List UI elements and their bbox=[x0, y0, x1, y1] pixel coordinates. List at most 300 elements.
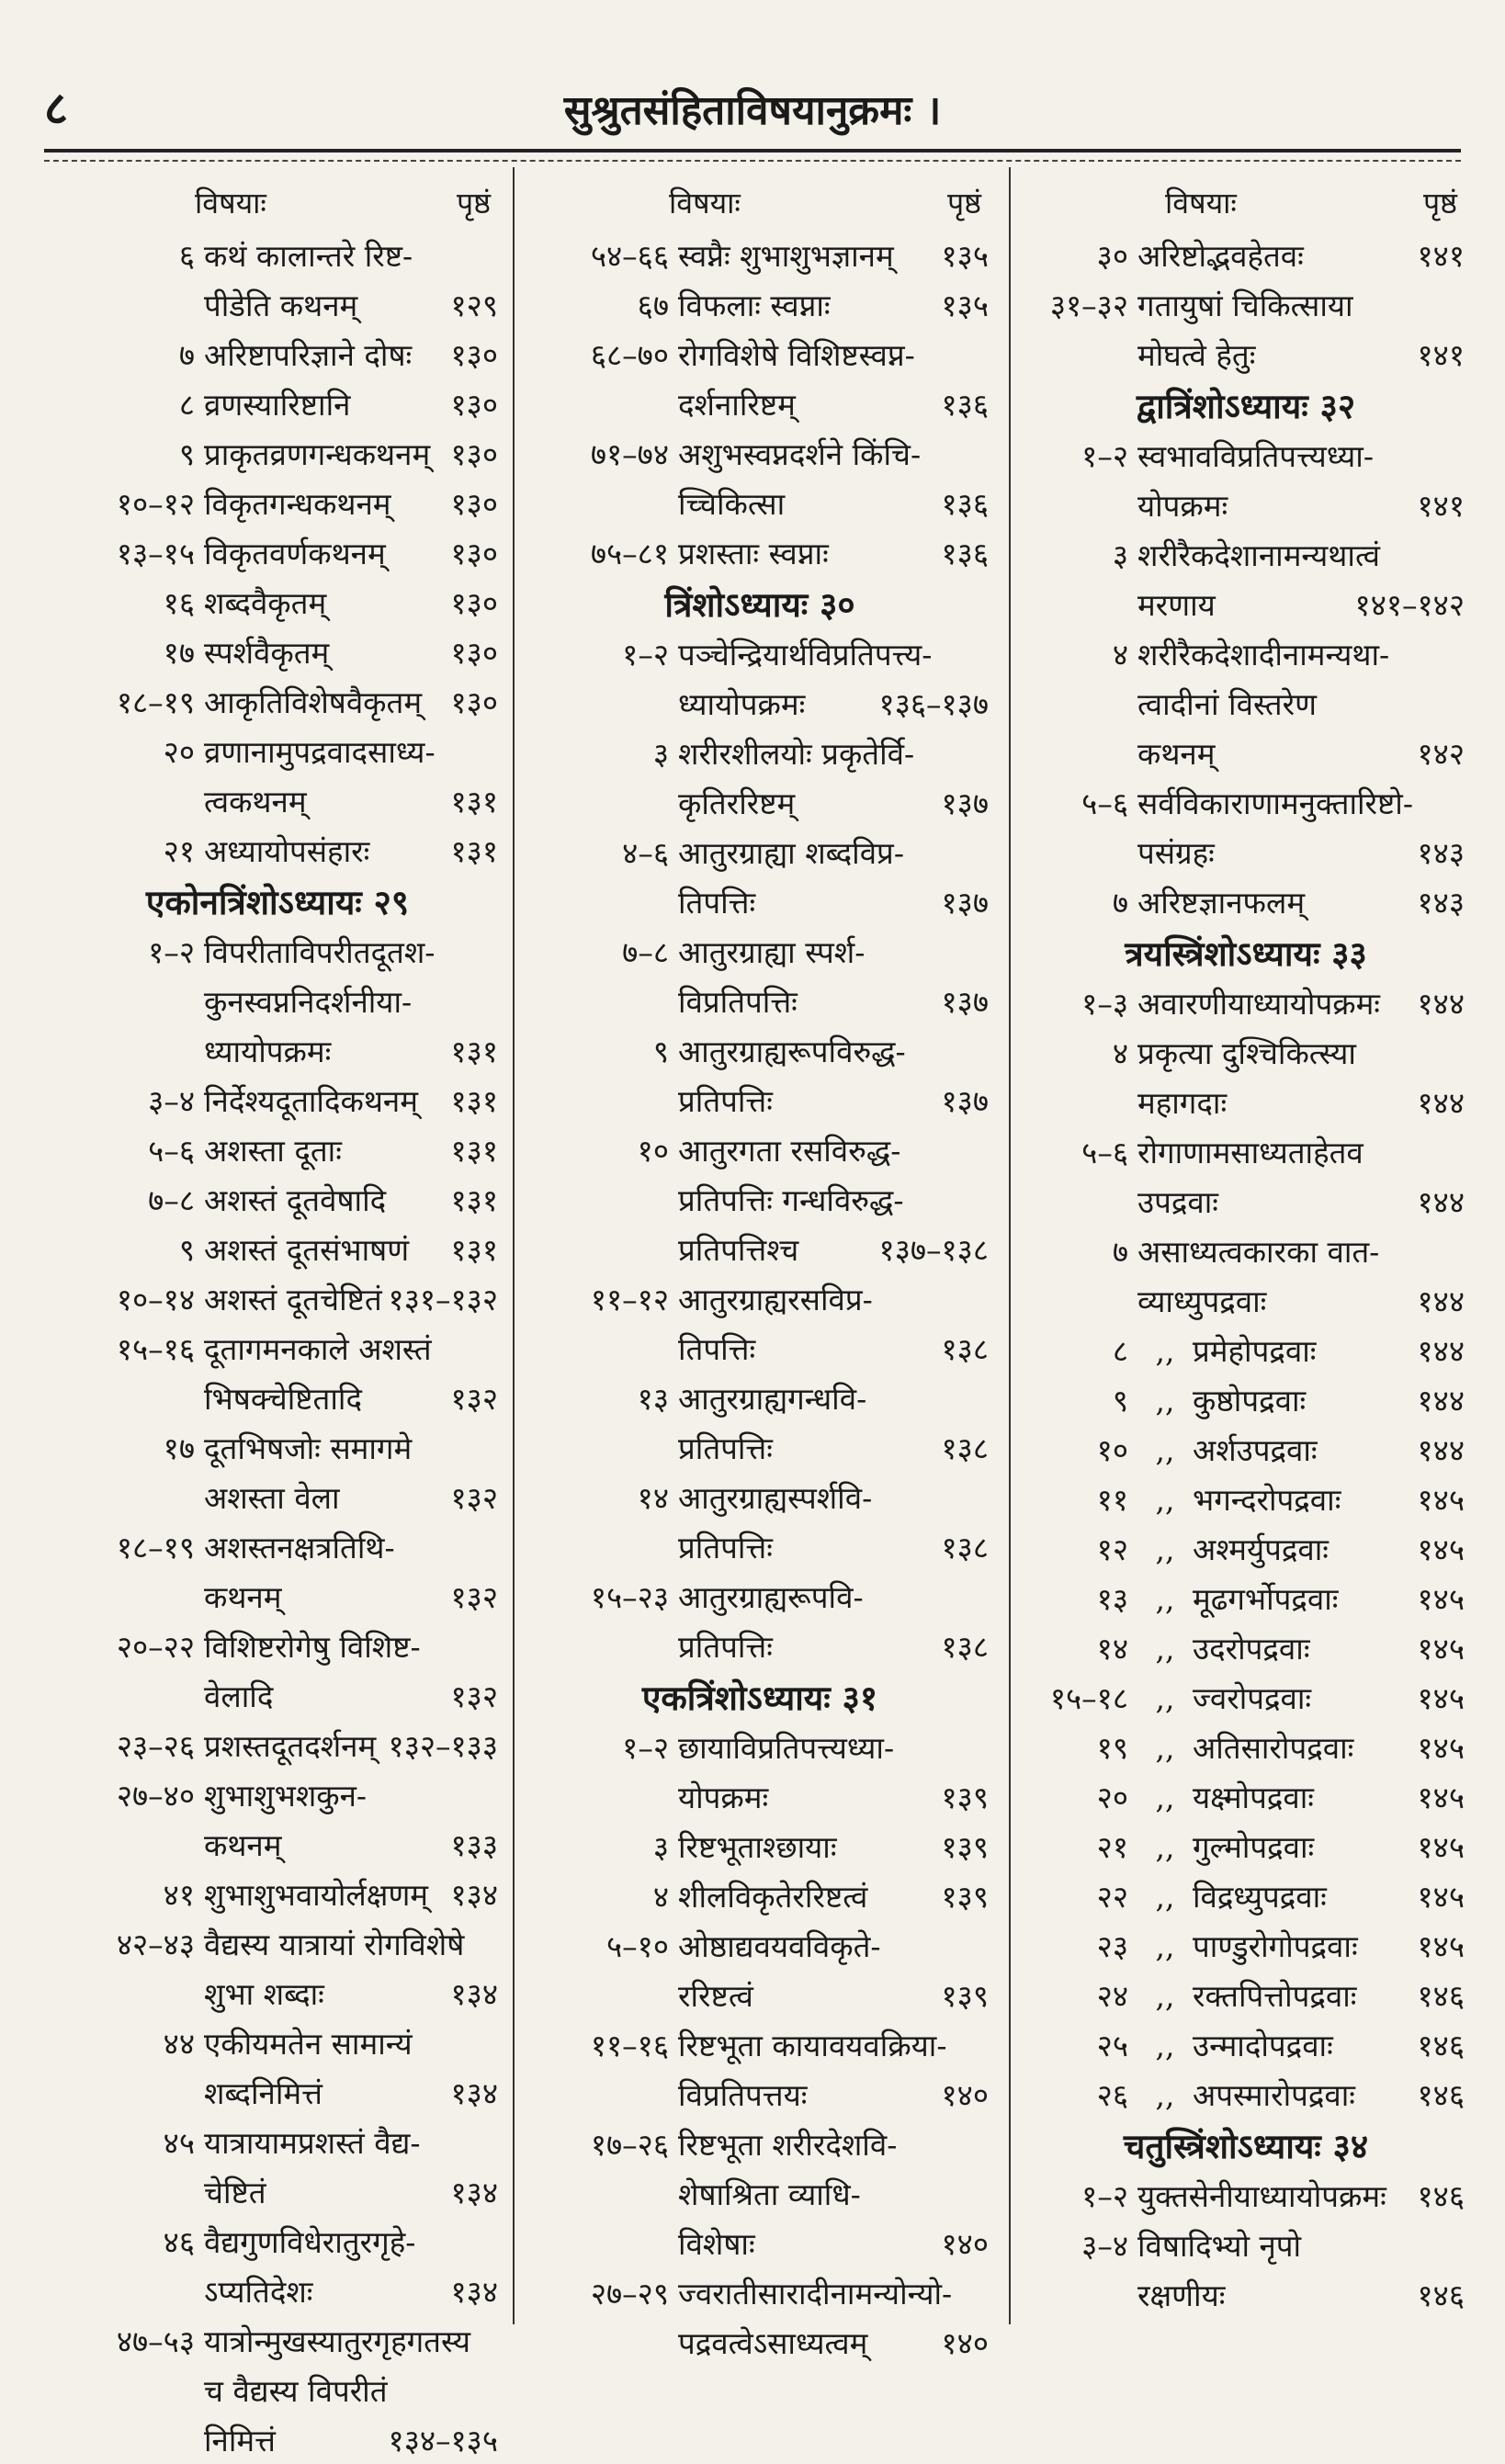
verse-range: ११ bbox=[1096, 1481, 1128, 1518]
page-ref: १३८ bbox=[941, 1529, 989, 1565]
index-column-3 bbox=[1027, 175, 1465, 2319]
header-dashed-rule bbox=[44, 160, 1461, 162]
page-ref: १३६ bbox=[941, 485, 989, 522]
page-ref: १३२ bbox=[450, 1380, 498, 1417]
index-entry bbox=[1027, 728, 1465, 777]
verse-range: २१ bbox=[163, 832, 195, 869]
page-ref: १२९ bbox=[450, 287, 498, 323]
verse-range: ७ bbox=[1112, 884, 1128, 921]
page-ref: १३७ bbox=[941, 884, 989, 921]
verse-range: ४६ bbox=[163, 2223, 195, 2260]
index-entry bbox=[57, 1422, 498, 1472]
ditto-mark: ,, bbox=[1155, 1828, 1175, 1865]
entry-topic-text: गुल्मोपद्रवाः bbox=[1193, 1828, 1315, 1865]
entry-topic: शुभाशुभशकुन- bbox=[204, 1777, 368, 1814]
verse-range: २३–२६ bbox=[116, 1727, 195, 1764]
entry-topic: त्वादीनां विस्तरेण bbox=[1137, 685, 1317, 722]
ditto-mark: ,, bbox=[1155, 2027, 1175, 2063]
index-column-2 bbox=[531, 175, 989, 2367]
entry-topic bbox=[1137, 1379, 1412, 1420]
verse-range: १७ bbox=[163, 1430, 195, 1466]
index-entry bbox=[57, 976, 498, 1025]
index-entry bbox=[531, 2218, 989, 2267]
entry-topic: दूतभिषजोः समागमे bbox=[204, 1430, 413, 1466]
entry-topic: आतुरग्राह्यरूपवि- bbox=[678, 1578, 864, 1615]
entry-topic: तिपत्तिः bbox=[678, 1330, 756, 1367]
verse-range: १७–२६ bbox=[590, 2126, 669, 2163]
verse-range: ४–६ bbox=[622, 834, 669, 871]
chapter-heading: चतुस्त्रिंशोऽध्यायः ३४ bbox=[1123, 2125, 1369, 2166]
page-ref: १४५ bbox=[1417, 1679, 1465, 1716]
subjects-heading: विषयाः bbox=[1165, 185, 1237, 220]
index-entry bbox=[57, 1472, 498, 1521]
entry-topic: ज्वरातीसारादीनामन्योन्यो- bbox=[678, 2275, 953, 2311]
index-entry bbox=[57, 379, 498, 428]
ditto-mark: ,, bbox=[1155, 1927, 1175, 1964]
entry-topic: त्वकथनम् bbox=[204, 783, 307, 819]
entry-topic: व्याध्युपद्रवाः bbox=[1137, 1283, 1267, 1319]
entry-topic: युक्तसेनीयाध्यायोपक्रमः bbox=[1137, 2177, 1386, 2214]
verse-range: १८–१९ bbox=[116, 684, 195, 720]
index-entry bbox=[57, 1670, 498, 1720]
page-ref: १४१–१४२ bbox=[1354, 586, 1465, 623]
page-ref: १४५ bbox=[1417, 1927, 1465, 1964]
index-entry bbox=[1027, 1672, 1465, 1722]
entry-topic: विप्रतिपत्तिः bbox=[678, 983, 798, 1020]
index-entry bbox=[57, 726, 498, 775]
page-ref: १४० bbox=[941, 2225, 989, 2262]
entry-topic: कृतिररिष्टम् bbox=[678, 785, 796, 821]
entry-topic: प्रतिपत्तिः bbox=[678, 1529, 773, 1565]
entry-topic: आतुरग्राह्या शब्दविप्र- bbox=[678, 834, 904, 871]
verse-range: ४ bbox=[1112, 1034, 1128, 1071]
verse-range: १३–१५ bbox=[116, 535, 195, 571]
page-ref: १४५ bbox=[1417, 1580, 1465, 1617]
column-divider bbox=[1009, 167, 1011, 2324]
index-entry bbox=[1027, 2220, 1465, 2269]
page-heading: पृष्ठं bbox=[1422, 185, 1457, 220]
entry-topic bbox=[1137, 1677, 1412, 1718]
entry-topic: व्रणानामुपद्रवादसाध्य- bbox=[204, 733, 436, 770]
index-entry bbox=[1027, 480, 1465, 529]
entry-topic: अशस्तं दूतसंभाषणं bbox=[204, 1231, 410, 1268]
entry-topic: निर्देश्यदूतादिकथनम् bbox=[204, 1082, 418, 1119]
verse-range: ५–६ bbox=[148, 1132, 195, 1169]
page-ref: १३६–१३७ bbox=[878, 685, 989, 722]
page-ref: १३७–१३८ bbox=[878, 1231, 989, 1268]
index-entry bbox=[531, 230, 989, 279]
page-ref: १४६ bbox=[1417, 2277, 1465, 2313]
index-entry bbox=[1027, 876, 1465, 926]
index-entry bbox=[531, 1273, 989, 1323]
verse-range: ९ bbox=[178, 435, 195, 472]
entry-topic: शब्दवैकृतम् bbox=[204, 584, 327, 621]
entry-topic bbox=[1137, 1875, 1412, 1916]
entry-topic-text: उदरोपद्रवाः bbox=[1193, 1630, 1310, 1667]
entry-topic: पद्रवत्वेऽसाध्यत्वम् bbox=[678, 2324, 868, 2361]
page-ref: १४५ bbox=[1417, 1878, 1465, 1915]
entry-topic: गतायुषां चिकित्साया bbox=[1137, 287, 1353, 323]
entry-topic: प्रकृत्या दुश्चिकित्स्या bbox=[1137, 1034, 1356, 1071]
entry-topic: अध्यायोपसंहारः bbox=[204, 832, 370, 869]
page-ref: १३८ bbox=[941, 1628, 989, 1665]
index-entry bbox=[531, 1373, 989, 1422]
index-entry bbox=[531, 478, 989, 527]
index-entry bbox=[1027, 628, 1465, 678]
index-entry bbox=[531, 1821, 989, 1871]
verse-range: ६७ bbox=[637, 287, 669, 323]
index-entry bbox=[1027, 777, 1465, 827]
entry-topic: योपक्रमः bbox=[678, 1779, 769, 1815]
verse-range: ४ bbox=[652, 1878, 669, 1915]
entry-topic: अशुभस्वप्नदर्शने किंचि- bbox=[678, 435, 922, 472]
index-entry bbox=[57, 1174, 498, 1224]
entry-topic-text: अतिसारोपद्रवाः bbox=[1193, 1729, 1354, 1766]
verse-range: ४ bbox=[1112, 636, 1128, 673]
entry-topic: विकृतवर्णकथनम् bbox=[204, 535, 386, 571]
index-entry bbox=[1027, 1275, 1465, 1325]
index-entry bbox=[57, 2216, 498, 2266]
entry-topic: अशस्तं दूतवेषादि bbox=[204, 1181, 387, 1218]
entry-topic bbox=[1137, 1577, 1412, 1619]
verse-range: ११–१६ bbox=[590, 2027, 669, 2063]
entry-topic: वैद्यस्य यात्रायां रोगविशेषे bbox=[204, 1926, 465, 1962]
entry-topic-text: अश्मर्युपद्रवाः bbox=[1193, 1531, 1329, 1567]
entry-topic: प्रतिपत्तिः bbox=[678, 1082, 773, 1119]
index-entry bbox=[1027, 2170, 1465, 2220]
index-entry bbox=[57, 2166, 498, 2216]
page-ref: १३८ bbox=[941, 1430, 989, 1466]
index-entry bbox=[1027, 1523, 1465, 1573]
page-ref: १३७ bbox=[941, 983, 989, 1020]
page-ref: १४५ bbox=[1417, 1531, 1465, 1567]
subjects-heading: विषयाः bbox=[669, 185, 741, 220]
entry-topic: आतुरग्राह्यस्पर्शवि- bbox=[678, 1479, 873, 1516]
verse-range: १२ bbox=[1096, 1531, 1128, 1567]
entry-topic: स्वभावविप्रतिपत्त्यध्या- bbox=[1137, 437, 1375, 474]
entry-topic: अशस्तं दूतचेष्टितं bbox=[204, 1281, 382, 1317]
entry-topic: विपरीताविपरीतदूतश- bbox=[204, 933, 436, 970]
index-entry bbox=[1027, 1920, 1465, 1970]
verse-range: २६ bbox=[1096, 2076, 1128, 2113]
verse-range: १०–१४ bbox=[116, 1281, 195, 1317]
verse-range: १० bbox=[637, 1132, 669, 1169]
page-ref: १४१ bbox=[1417, 336, 1465, 373]
verse-range: ३ bbox=[652, 1828, 669, 1865]
entry-topic: प्रशस्तदूतदर्शनम् bbox=[204, 1727, 377, 1764]
entry-topic: मरणाय bbox=[1137, 586, 1216, 623]
entry-topic: कथं कालान्तरे रिष्ट- bbox=[204, 237, 413, 274]
page-ref: १३९ bbox=[941, 1779, 989, 1815]
index-entry bbox=[1027, 529, 1465, 579]
entry-topic: छायाविप्रतिपत्त्यध्या- bbox=[678, 1729, 895, 1766]
index-entry bbox=[531, 926, 989, 976]
entry-topic: व्रणस्यारिष्टानि bbox=[204, 386, 351, 423]
page-ref: १३४–१३५ bbox=[388, 2422, 498, 2458]
verse-range: ९ bbox=[1112, 1382, 1128, 1418]
entry-topic: विकृतगन्धकथनम् bbox=[204, 485, 391, 522]
entry-topic-text: प्रमेहोपद्रवाः bbox=[1193, 1332, 1317, 1369]
entry-topic: आतुरग्राह्यगन्धवि- bbox=[678, 1380, 867, 1417]
entry-topic: विशेषाः bbox=[678, 2225, 755, 2262]
entry-topic bbox=[1137, 1925, 1412, 1966]
page-ref: १३२–१३३ bbox=[388, 1727, 498, 1764]
verse-range: १५–१६ bbox=[116, 1330, 195, 1367]
verse-range: ९ bbox=[652, 1033, 669, 1069]
page-ref: १३० bbox=[450, 435, 498, 472]
entry-topic: ओष्ठाद्यवयवविकृते- bbox=[678, 1927, 881, 1964]
index-entry bbox=[57, 279, 498, 329]
verse-range: ११–१२ bbox=[590, 1281, 669, 1317]
entry-topic-text: ज्वरोपद्रवाः bbox=[1193, 1679, 1312, 1716]
index-entry bbox=[531, 1571, 989, 1621]
index-entry bbox=[57, 1125, 498, 1174]
verse-range: ३–४ bbox=[148, 1082, 195, 1119]
page-ref: १३० bbox=[450, 535, 498, 571]
index-entry bbox=[531, 1920, 989, 1970]
verse-range: ६ bbox=[178, 237, 195, 274]
index-entry bbox=[57, 1918, 498, 1968]
page-ref: १३२ bbox=[450, 1678, 498, 1714]
index-entry bbox=[1027, 2069, 1465, 2119]
entry-topic bbox=[1137, 1528, 1412, 1569]
page-heading: पृष्ठं bbox=[456, 185, 491, 220]
verse-range: १४ bbox=[1096, 1630, 1128, 1667]
page-ref: १३५ bbox=[941, 287, 989, 323]
index-column-1 bbox=[57, 175, 498, 2464]
index-entry bbox=[531, 527, 989, 577]
verse-range: २० bbox=[1096, 1779, 1128, 1815]
entry-topic bbox=[1137, 1429, 1412, 1470]
entry-topic: प्रतिपत्तिः bbox=[678, 1628, 773, 1665]
index-entry bbox=[531, 2317, 989, 2367]
page-ref: १३१ bbox=[450, 1231, 498, 1268]
index-entry bbox=[531, 2019, 989, 2069]
verse-range: १३ bbox=[1096, 1580, 1128, 1617]
verse-range: ४४ bbox=[163, 2025, 195, 2062]
index-entry bbox=[57, 1819, 498, 1869]
verse-range: ७१–७४ bbox=[590, 435, 669, 472]
index-entry bbox=[1027, 1573, 1465, 1622]
page-ref: १४१ bbox=[1417, 487, 1465, 524]
entry-topic: रोगाणामसाध्यताहेतव bbox=[1137, 1134, 1364, 1170]
index-entry bbox=[1027, 1226, 1465, 1275]
index-entry bbox=[531, 1871, 989, 1920]
ditto-mark: ,, bbox=[1155, 1382, 1175, 1418]
index-entry bbox=[57, 926, 498, 976]
verse-range: २०–२२ bbox=[116, 1628, 195, 1665]
index-entry bbox=[531, 1970, 989, 2019]
page-ref: १३३ bbox=[450, 1826, 498, 1863]
page-title: सुश्रुतसंहिताविषयानुक्रमः । bbox=[563, 87, 942, 134]
entry-topic-text: मूढगर्भोपद्रवाः bbox=[1193, 1580, 1339, 1617]
index-entry bbox=[57, 775, 498, 825]
ditto-mark: ,, bbox=[1155, 1878, 1175, 1915]
entry-topic: रिष्टभूता शरीरदेशवि- bbox=[678, 2126, 898, 2163]
verse-range: १९ bbox=[1096, 1729, 1128, 1766]
entry-topic: शब्दनिमित्तं bbox=[204, 2074, 322, 2111]
index-entry bbox=[1027, 1027, 1465, 1077]
entry-topic: कथनम् bbox=[204, 1578, 282, 1615]
index-entry bbox=[57, 1521, 498, 1571]
page-ref: १३० bbox=[450, 634, 498, 671]
entry-topic: तिपत्तिः bbox=[678, 884, 756, 921]
entry-topic-text: अर्शउपद्रवाः bbox=[1193, 1431, 1318, 1468]
index-entry bbox=[1027, 678, 1465, 728]
entry-topic: रोगविशेषे विशिष्टस्वप्न- bbox=[678, 336, 915, 373]
index-entry bbox=[57, 428, 498, 478]
page-ref: १३६ bbox=[941, 386, 989, 423]
index-entry bbox=[57, 1075, 498, 1125]
index-entry bbox=[1027, 1325, 1465, 1374]
index-entry bbox=[57, 2365, 498, 2414]
index-entry bbox=[531, 1224, 989, 1273]
entry-topic: प्रतिपत्तिश्च bbox=[678, 1231, 799, 1268]
page-ref: १३४ bbox=[450, 1975, 498, 2012]
ditto-mark: ,, bbox=[1155, 1977, 1175, 2014]
index-entry bbox=[57, 627, 498, 676]
chapter-heading: एकत्रिंशोऽध्यायः ३१ bbox=[641, 1677, 878, 1718]
entry-topic: प्रशस्ताः स्वप्नाः bbox=[678, 535, 829, 571]
entry-topic: योपक्रमः bbox=[1137, 487, 1228, 524]
index-entry bbox=[57, 825, 498, 875]
verse-range: ४७–५३ bbox=[116, 2323, 195, 2359]
entry-topic: आतुरग्राह्या स्पर्श- bbox=[678, 933, 866, 970]
page-ref: १३० bbox=[450, 336, 498, 373]
column-header bbox=[531, 175, 989, 230]
page-ref: १४५ bbox=[1417, 1729, 1465, 1766]
entry-topic: अरिष्टज्ञानफलम् bbox=[1137, 884, 1306, 921]
entry-topic: आतुरग्राह्यरसविप्र- bbox=[678, 1281, 873, 1317]
entry-topic: पञ्चेन्द्रियार्थविप्रतिपत्त्य- bbox=[678, 636, 933, 673]
entry-topic: महागदाः bbox=[1137, 1084, 1228, 1121]
verse-range: ६८–७० bbox=[590, 336, 669, 373]
index-entry bbox=[531, 2119, 989, 2168]
verse-range: १–२ bbox=[622, 636, 669, 673]
page-ref: १३१ bbox=[450, 1132, 498, 1169]
page-ref: १३४ bbox=[450, 2273, 498, 2310]
verse-range: १८–१९ bbox=[116, 1529, 195, 1565]
entry-topic: ऽप्यतिदेशः bbox=[204, 2273, 313, 2310]
page-ref: १४५ bbox=[1417, 1481, 1465, 1518]
entry-topic-text: कुष्ठोपद्रवाः bbox=[1193, 1382, 1307, 1418]
entry-topic: दूतागमनकाले अशस्तं bbox=[204, 1330, 432, 1367]
entry-topic: आकृतिविशेषवैकृतम् bbox=[204, 684, 423, 720]
verse-range: २३ bbox=[1096, 1927, 1128, 1964]
entry-topic bbox=[1137, 1825, 1412, 1867]
entry-topic: विफलाः स्वप्नाः bbox=[678, 287, 831, 323]
page-ref: १३५ bbox=[941, 237, 989, 274]
entry-topic bbox=[1137, 1776, 1412, 1817]
index-entry bbox=[1027, 1374, 1465, 1424]
verse-range: १५–१८ bbox=[1049, 1679, 1128, 1716]
entry-topic: अशस्तनक्षत्रतिथि- bbox=[204, 1529, 395, 1565]
verse-range: २२ bbox=[1096, 1878, 1128, 1915]
entry-topic: असाध्यत्वकारका वात- bbox=[1137, 1233, 1380, 1270]
page-ref: १४० bbox=[941, 2324, 989, 2361]
index-entry bbox=[57, 1571, 498, 1621]
subjects-heading: विषयाः bbox=[195, 185, 266, 220]
index-entry bbox=[57, 1621, 498, 1670]
page-ref: १३२ bbox=[450, 1578, 498, 1615]
entry-topic: प्रतिपत्तिः bbox=[678, 1430, 773, 1466]
entry-topic bbox=[1137, 2074, 1412, 2115]
verse-range: ३० bbox=[1096, 237, 1128, 274]
page-ref: १४४ bbox=[1417, 1332, 1465, 1369]
entry-topic: रिष्टभूताश्छायाः bbox=[678, 1828, 837, 1865]
page-ref: १४३ bbox=[1417, 884, 1465, 921]
ditto-mark: ,, bbox=[1155, 1779, 1175, 1815]
page-ref: १३१ bbox=[450, 832, 498, 869]
verse-range: २७–२९ bbox=[590, 2275, 669, 2311]
page-ref: १३१ bbox=[450, 1181, 498, 1218]
entry-topic: सर्वविकाराणामनुक्तारिष्टो- bbox=[1137, 785, 1413, 821]
page-ref: १३९ bbox=[941, 1878, 989, 1915]
index-entry bbox=[1027, 1176, 1465, 1226]
page-ref: १४६ bbox=[1417, 2027, 1465, 2063]
page-ref: १३० bbox=[450, 684, 498, 720]
page-ref: १४० bbox=[941, 2076, 989, 2113]
index-entry bbox=[57, 1769, 498, 1819]
page-ref: १३८ bbox=[941, 1330, 989, 1367]
entry-topic: स्वप्नैः शुभाशुभज्ञानम् bbox=[678, 237, 894, 274]
entry-topic-text: पाण्डुरोगोपद्रवाः bbox=[1193, 1927, 1358, 1964]
index-entry bbox=[57, 2117, 498, 2166]
verse-range: २० bbox=[163, 733, 195, 770]
verse-range: ९ bbox=[178, 1231, 195, 1268]
verse-range: ३ bbox=[1112, 537, 1128, 573]
entry-topic: शीलविकृतेररिष्टत्वं bbox=[678, 1878, 868, 1915]
index-entry bbox=[531, 1125, 989, 1174]
index-entry bbox=[531, 2168, 989, 2218]
entry-topic: विशिष्टरोगेषु विशिष्ट- bbox=[204, 1628, 421, 1665]
page-ref: १४४ bbox=[1417, 1431, 1465, 1468]
index-entry bbox=[531, 1422, 989, 1472]
page-ref: १३० bbox=[450, 584, 498, 621]
index-entry bbox=[531, 1174, 989, 1224]
entry-topic: वेलादि bbox=[204, 1678, 274, 1714]
verse-range: ४१ bbox=[163, 1876, 195, 1913]
page-ref: १४१ bbox=[1417, 237, 1465, 274]
verse-range: १–२ bbox=[1081, 437, 1128, 474]
page-ref: १३१ bbox=[450, 1082, 498, 1119]
index-entry bbox=[1027, 1077, 1465, 1126]
index-entry bbox=[57, 329, 498, 379]
entry-topic: आतुरगता रसविरुद्ध- bbox=[678, 1132, 901, 1169]
index-entry bbox=[531, 279, 989, 329]
verse-range: २१ bbox=[1096, 1828, 1128, 1865]
page-ref: १४४ bbox=[1417, 1084, 1465, 1121]
index-entry bbox=[1027, 579, 1465, 628]
index-entry bbox=[1027, 978, 1465, 1027]
page-ref: १४५ bbox=[1417, 1828, 1465, 1865]
entry-topic: पीडेति कथनम् bbox=[204, 287, 358, 323]
verse-range: ५४–६६ bbox=[590, 237, 669, 274]
entry-topic: उपद्रवाः bbox=[1137, 1183, 1218, 1220]
header-rule bbox=[44, 149, 1461, 153]
entry-topic: स्पर्शवैकृतम् bbox=[204, 634, 330, 671]
verse-range: १–२ bbox=[622, 1729, 669, 1766]
verse-range: ७ bbox=[178, 336, 195, 373]
verse-range: ३ bbox=[652, 735, 669, 772]
page-ref: १३७ bbox=[941, 1082, 989, 1119]
index-entry bbox=[531, 1472, 989, 1521]
index-entry bbox=[531, 1521, 989, 1571]
verse-range: १६ bbox=[163, 584, 195, 621]
entry-topic-text: विद्रध्युपद्रवाः bbox=[1193, 1878, 1327, 1915]
entry-topic bbox=[1137, 1974, 1412, 2016]
verse-range: १३ bbox=[637, 1380, 669, 1417]
